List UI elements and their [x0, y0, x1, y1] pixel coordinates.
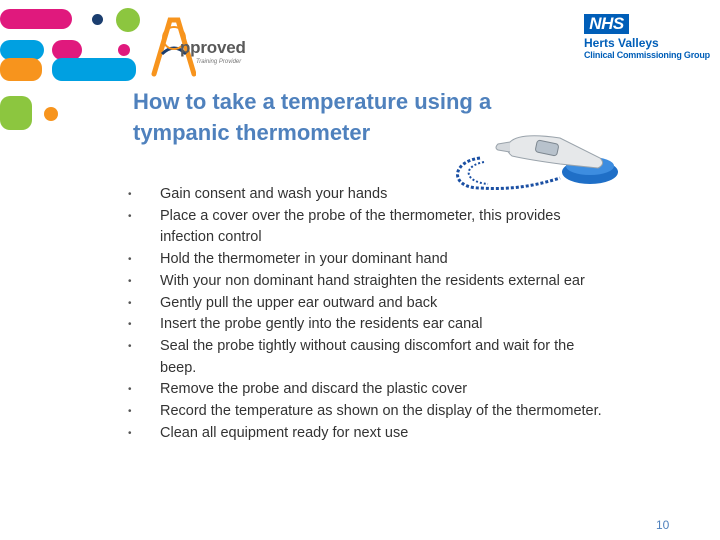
list-item-text: Gain consent and wash your hands: [160, 186, 388, 202]
decorative-green-dot: [116, 8, 140, 32]
bullet-icon: •: [128, 275, 132, 287]
list-item: [128, 271, 608, 293]
nhs-badge: NHS: [584, 14, 629, 34]
bullet-icon: •: [128, 340, 132, 352]
list-item-text: Seal the probe tightly without causing discomfort and wait for the beep.: [160, 337, 575, 376]
page-number: 10: [656, 518, 670, 532]
bullet-icon: •: [128, 189, 132, 200]
decorative-blue-bar: [0, 40, 44, 60]
list-item: [128, 206, 608, 249]
list-item: [128, 314, 608, 336]
list-item: [128, 401, 608, 423]
list-item-text: With your non dominant hand straighten the residents external ear: [160, 272, 585, 289]
nhs-org-name: Herts Valleys: [584, 36, 659, 50]
bullet-icon: •: [128, 319, 132, 331]
slide-title: How to take a temperature using a tympanic thermometer: [133, 89, 492, 145]
list-item: [128, 293, 608, 315]
decorative-blue-bar-wide: [52, 58, 136, 81]
list-item-text: Remove the probe and discard the plastic cover: [160, 381, 468, 398]
approved-logo-word: pproved: [180, 38, 246, 57]
bullet-icon: •: [128, 210, 132, 222]
list-item: [128, 423, 608, 445]
list-item-text: Hold the thermometer in your dominant hand: [160, 251, 448, 268]
list-item-text: Insert the probe gently into the residents ear canal: [160, 316, 483, 333]
list-item-text: Place a cover over the probe of the thermometer, this provides infection control: [160, 207, 561, 246]
bullet-icon: •: [128, 427, 132, 439]
instruction-list: [128, 184, 608, 444]
list-item: [128, 379, 608, 401]
decorative-green-bar: [0, 96, 32, 130]
list-item-text: Record the temperature as shown on the display of the thermometer.: [160, 403, 602, 420]
nhs-org-subtitle: Clinical Commissioning Group: [584, 50, 710, 60]
bullet-icon: •: [128, 384, 132, 396]
decorative-navy-dot: [92, 14, 103, 25]
approved-logo: [150, 14, 260, 78]
approved-logo-tagline: Training Provider: [196, 59, 242, 65]
decorative-orange-bar: [0, 58, 42, 81]
decorative-pink-square: [52, 40, 82, 60]
nhs-logo: [584, 14, 710, 66]
bullet-icon: •: [128, 406, 132, 418]
decorative-orange-dot: [44, 107, 58, 121]
bullet-icon: •: [128, 297, 132, 309]
list-item: [128, 184, 608, 206]
bullet-icon: •: [128, 254, 132, 266]
list-item-text: Clean all equipment ready for next use: [160, 424, 409, 441]
list-item: [128, 249, 608, 271]
decorative-pink-dot-small: [118, 44, 130, 56]
decorative-pink-bar: [0, 9, 72, 29]
list-item-text: Gently pull the upper ear outward and back: [160, 294, 438, 311]
list-item: [128, 336, 608, 379]
